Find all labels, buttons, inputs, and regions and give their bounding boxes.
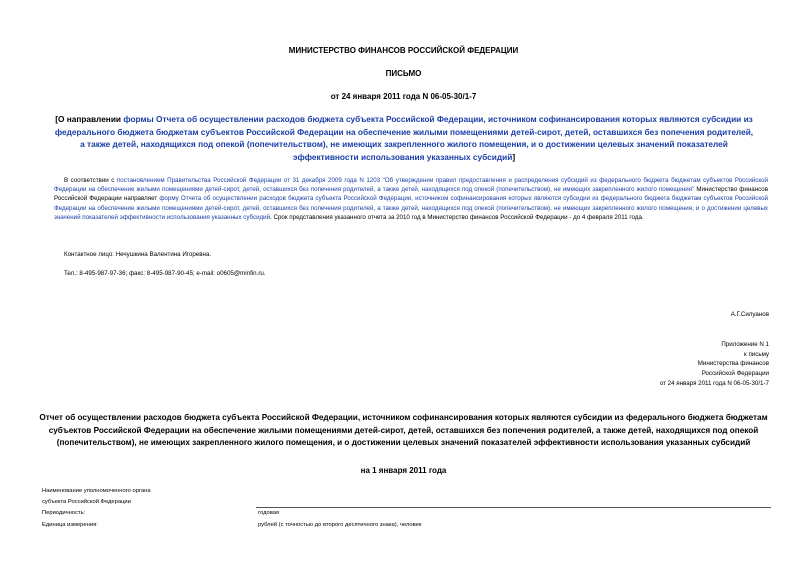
period-value: годовая — [258, 510, 280, 516]
document-subject — [54, 113, 754, 163]
doc-type-heading: ПИСЬМО — [385, 69, 422, 78]
ministry-heading: МИНИСТЕРСТВО ФИНАНСОВ РОССИЙСКОЙ ФЕДЕРАЦИИ — [288, 46, 519, 55]
appendix-line-4: Российской Федерации — [701, 370, 769, 378]
contact-person: Контактное лицо: Нечушкина Валентина Игоревна. — [64, 251, 212, 258]
appendix-line-2: к письму — [744, 350, 769, 358]
letter-body-paragraph — [54, 176, 768, 222]
resolution-link[interactable]: постановлением Правительства Российской Федерации от 31 декабря 2009 года N 1203 "Об утверждении правил предоставления и распределения субсидий из федерального бюджета бюджетам субъектов Российской Федерации на обеспечение жилыми помещениями детей-сирот, детей, оставшихся без попечения родителей, а также детей, находящихся под опекой (попечительством), не имеющих закрепленного жилого помещения" — [54, 177, 768, 194]
report-form-link[interactable]: форму Отчета об осуществлении расходов бюджета субъекта Российской Федерации, источником софинансирования которых являются субсидии из федерального бюджета бюджетам субъектов Российской Федерации на обеспечение жилыми помещениями детей-сирот, детей, оставшихся без попечения родителей, а также детей, находящихся под опекой (попечительством), не имеющих закрепленного жилого помещения, и о достижении целевых значений показателей эффективности использования указанных субсидий — [54, 195, 768, 221]
appendix-line-1: Приложение N 1 — [721, 341, 769, 348]
signature: А.Г.Силуанов — [730, 311, 769, 318]
org-label-line-1: Наименование уполномоченного органа — [42, 488, 151, 494]
subject-suffix: ] — [512, 151, 516, 162]
subject-prefix: [О направлении — [55, 114, 124, 124]
doc-date-number: от 24 января 2011 года N 06-05-30/1-7 — [330, 92, 477, 101]
contact-phones: Тел.: 8-495-987-97-36; факс: 8-495-987-90-45; e-mail: o0605@minfin.ru. — [64, 270, 266, 277]
body-text-mid: Министерство финансов Российской Федерации направляет — [54, 186, 769, 203]
org-field-underline — [256, 507, 771, 508]
unit-value: рублей (с точностью до второго десятичного знака), человек — [258, 522, 422, 528]
appendix-block — [660, 340, 769, 389]
body-text-end: . Срок представления указанного отчета за 2010 год в Министерство финансов Российской Федерации - до 4 февраля 2011 года. — [270, 213, 644, 221]
period-label: Периодичность: — [42, 510, 86, 516]
appendix-line-3: Министерства финансов — [697, 360, 769, 368]
report-title: Отчет об осуществлении расходов бюджета субъекта Российской Федерации, источником софинансирования которых являются субсидии из федерального бюджета бюджетам субъектов Российской Федерации на обеспечение жилыми помещениями детей-сирот, детей, оставшихся без попечения родителей, а также детей, находящихся под опекой (попечительством), не имеющих закрепленного жилого помещения, и о достижении целевых значений показателей эффективности использования указанных субсидий — [39, 413, 768, 447]
unit-label: Единица измерения: — [42, 522, 98, 528]
subject-form-link[interactable]: формы Отчета об осуществлении расходов бюджета субъекта Российской Федерации, источником софинансирования которых являются субсидии из федерального бюджета бюджетам субъектов Российской Федерации на обеспечение жилыми помещениями детей-сирот, детей, оставшихся без попечения родителей, а также детей, находящихся под опекой (попечительством), не имеющих закрепленного жилого помещения, и о достижении целевых значений показателей эффективности использования указанных субсидий — [54, 114, 754, 162]
body-text-start: В соответствии с — [64, 177, 117, 184]
appendix-line-5: от 24 января 2011 года N 06-05-30/1-7 — [659, 379, 769, 387]
org-label-line-2: субъекта Российской Федерации — [42, 499, 131, 505]
report-as-of-date: на 1 января 2011 года — [360, 466, 447, 475]
